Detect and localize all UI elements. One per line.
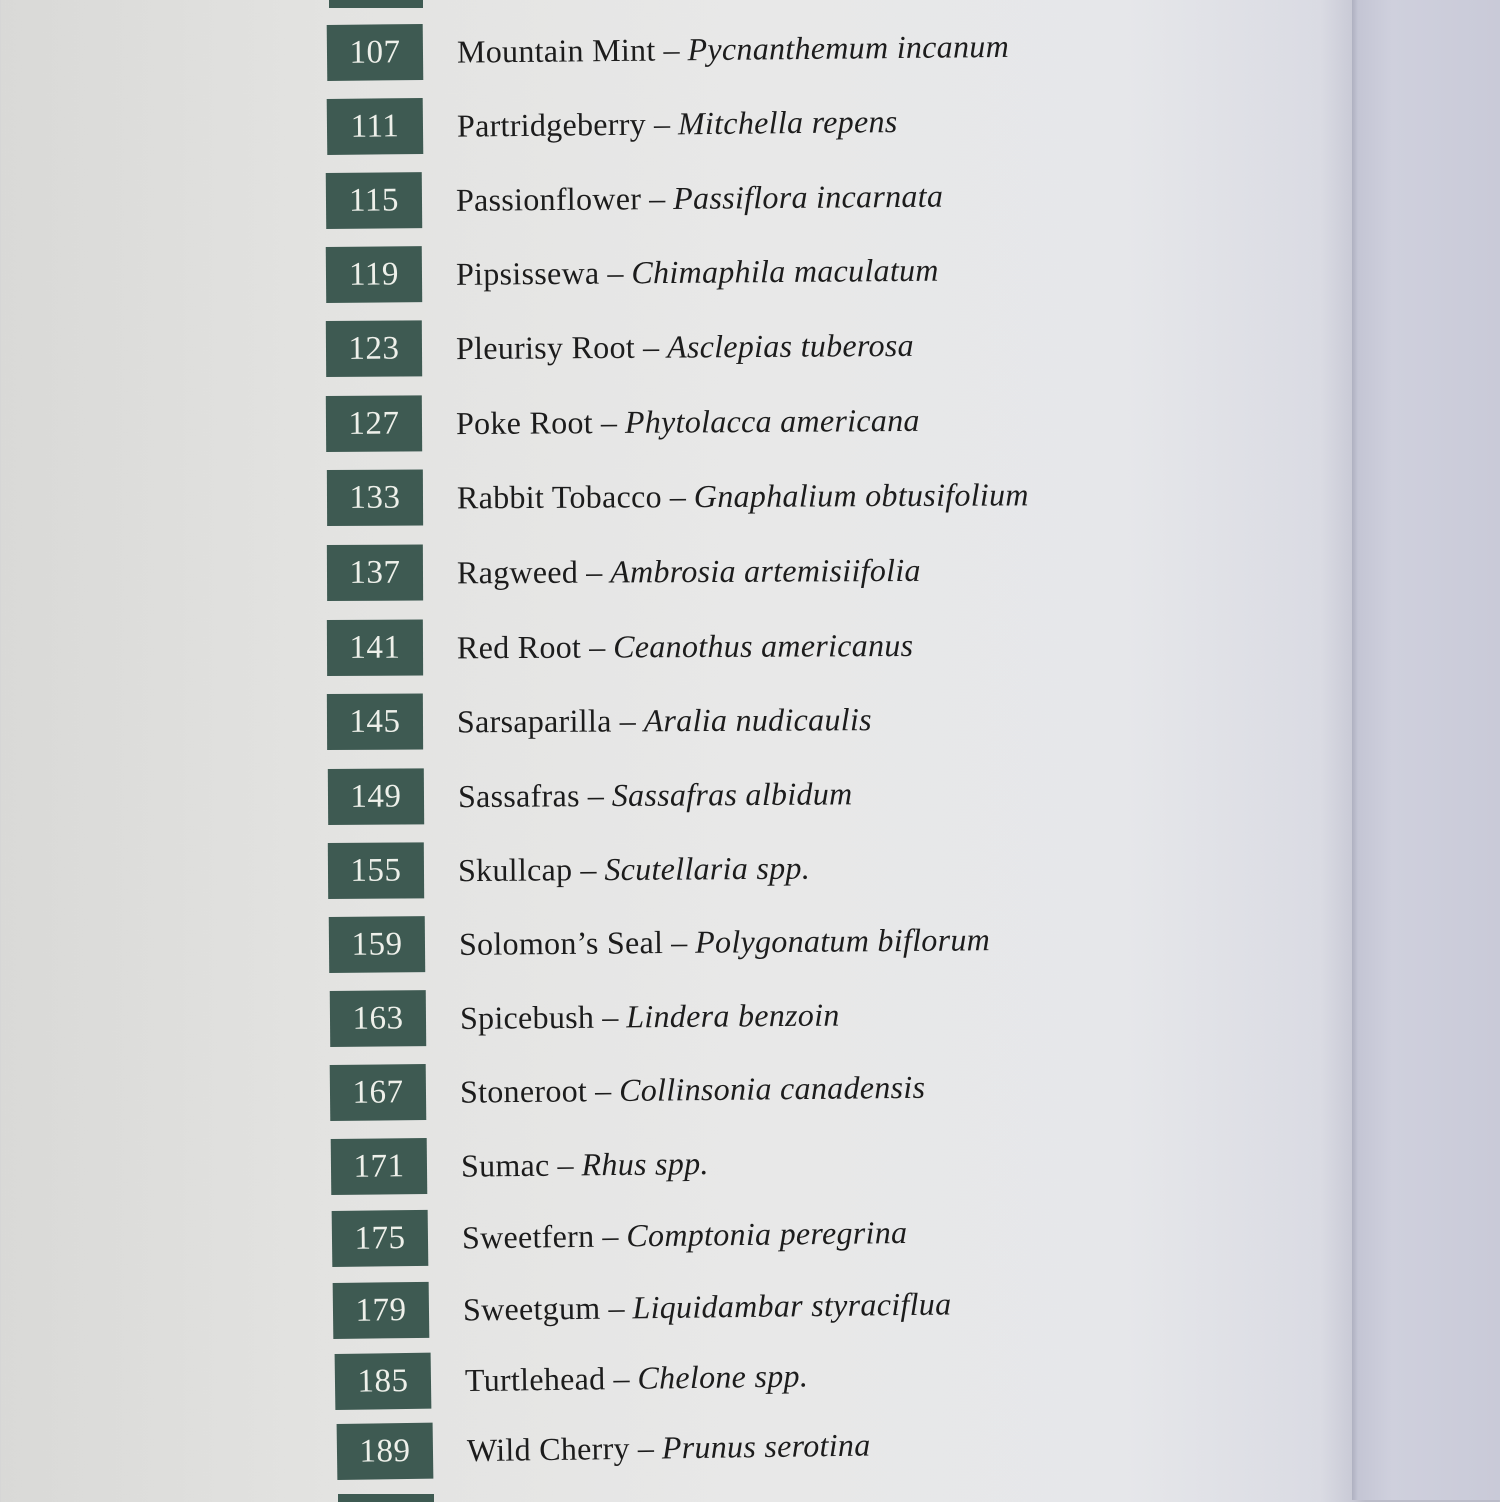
latin-name: Ambrosia artemisiifolia [610,552,921,590]
page-number-badge: 127 [326,395,422,452]
entry-title [456,392,920,451]
latin-name: Phytolacca americana [625,402,920,440]
latin-name: Lindera benzoin [626,997,840,1035]
separator-dash: – [662,478,694,514]
common-name: Ragweed [457,554,578,591]
toc-entry[interactable] [327,99,328,157]
toc-entry[interactable] [333,1283,334,1341]
common-name: Poke Root [456,404,593,441]
latin-name: Polygonatum biflorum [695,921,990,960]
entry-title [457,542,921,600]
latin-name: Rhus spp. [581,1145,709,1182]
page-number-badge: 167 [330,1064,427,1121]
page-number-badge: 141 [327,619,423,676]
entry-title [458,765,853,824]
page-number-badge: 145 [327,693,423,750]
common-name: Pleurisy Root [456,329,635,366]
entry-title [457,93,898,154]
latin-name: Scutellaria spp. [604,850,810,887]
latin-name: Comptonia peregrina [626,1214,907,1253]
toc-entry[interactable] [332,1211,333,1269]
common-name: Mountain Mint [457,32,656,70]
page-number-badge: 115 [326,172,422,229]
latin-name: Chelone spp. [637,1357,808,1395]
entry-title [463,1275,952,1337]
latin-name: Passiflora incarnata [673,178,943,216]
latin-name: Gnaphalium obtusifolium [694,476,1029,514]
toc-entry[interactable] [326,247,327,305]
page-number-badge: 133 [327,469,423,526]
page-number-badge: 163 [330,990,426,1047]
common-name: Passionflower [456,180,642,218]
common-name: Sarsaparilla [457,703,612,740]
page-number-badge: 123 [326,320,422,377]
common-name: Red Root [457,629,581,666]
separator-dash: – [594,998,626,1034]
entry-title [456,242,939,302]
common-name: Partridgeberry [457,106,646,144]
page-number-badge: 119 [326,246,422,303]
entry-title [458,840,810,898]
common-name: Solomon’s Seal [459,924,664,962]
common-name: Sweetfern [462,1218,595,1256]
entry-title [459,911,991,972]
page-number-badge: 171 [331,1138,428,1195]
separator-dash: – [630,1429,662,1465]
latin-name: Aralia nudicaulis [644,701,872,738]
entry-title [457,691,872,749]
common-name: Wild Cherry [467,1430,630,1468]
latin-name: Pycnanthemum incanum [687,28,1009,67]
separator-dash: – [587,1072,619,1108]
toc-entry[interactable] [330,1065,331,1123]
separator-dash: – [599,254,631,290]
page-number-badge: 149 [328,768,424,825]
page-number-badge: 185 [335,1353,432,1410]
separator-dash: – [572,851,604,887]
entry-title [460,987,840,1046]
toc-entry[interactable] [335,1354,336,1412]
page-number-badge: 189 [337,1423,434,1480]
latin-name: Ceanothus americanus [613,627,913,665]
separator-dash: – [646,105,678,141]
common-name: Stoneroot [460,1072,588,1109]
entry-title [456,168,944,228]
separator-dash: – [578,554,610,590]
separator-dash: – [600,1289,632,1325]
common-name: Rabbit Tobacco [457,478,662,515]
separator-dash: – [593,404,625,440]
separator-dash: – [580,777,612,813]
toc-entry[interactable] [327,25,328,83]
next-entry-badge-cropped [338,1494,434,1502]
common-name: Turtlehead [465,1360,606,1398]
separator-dash: – [655,31,687,67]
page-number-badge: 179 [333,1282,430,1339]
common-name: Sassafras [458,777,580,814]
common-name: Sweetgum [463,1290,601,1328]
latin-name: Prunus serotina [662,1427,871,1466]
page-number-badge: 137 [327,544,423,601]
toc-entry[interactable] [326,173,327,231]
latin-name: Chimaphila maculatum [631,252,939,291]
latin-name: Sassafras albidum [612,775,853,813]
latin-name: Mitchella repens [678,103,898,141]
latin-name: Collinsonia canadensis [619,1069,926,1108]
common-name: Spicebush [460,999,595,1036]
page-number-badge: 159 [329,916,425,973]
separator-dash: – [594,1217,626,1253]
toc-entry[interactable] [329,917,330,975]
page-number-badge: 155 [328,842,424,899]
separator-dash: – [605,1360,637,1396]
separator-dash: – [581,629,613,665]
toc-entry[interactable] [330,991,331,1049]
separator-dash: – [641,180,673,216]
page-number-badge: 175 [332,1210,429,1267]
entry-title [457,18,1010,80]
page-number-badge: 111 [327,98,424,155]
toc-entry[interactable] [337,1424,338,1482]
entry-title [467,1417,871,1479]
previous-entry-badge-cropped [329,0,423,8]
entry-title [460,1059,926,1120]
adjacent-page-edge [1352,0,1500,1500]
latin-name: Asclepias tuberosa [667,327,914,365]
entry-title [456,317,914,376]
common-name: Sumac [461,1147,550,1184]
separator-dash: – [635,329,667,365]
common-name: Skullcap [458,851,573,888]
entry-title [461,1135,709,1194]
separator-dash: – [663,924,695,960]
entry-title [457,617,914,675]
entry-title [462,1204,908,1265]
entry-title [465,1347,809,1408]
page-number-badge: 107 [327,24,424,81]
latin-name: Liquidambar styraciflua [632,1285,951,1325]
entry-title [457,466,1029,525]
separator-dash: – [549,1146,581,1182]
common-name: Pipsissewa [456,255,600,292]
separator-dash: – [612,702,644,738]
toc-entry[interactable] [331,1139,332,1197]
